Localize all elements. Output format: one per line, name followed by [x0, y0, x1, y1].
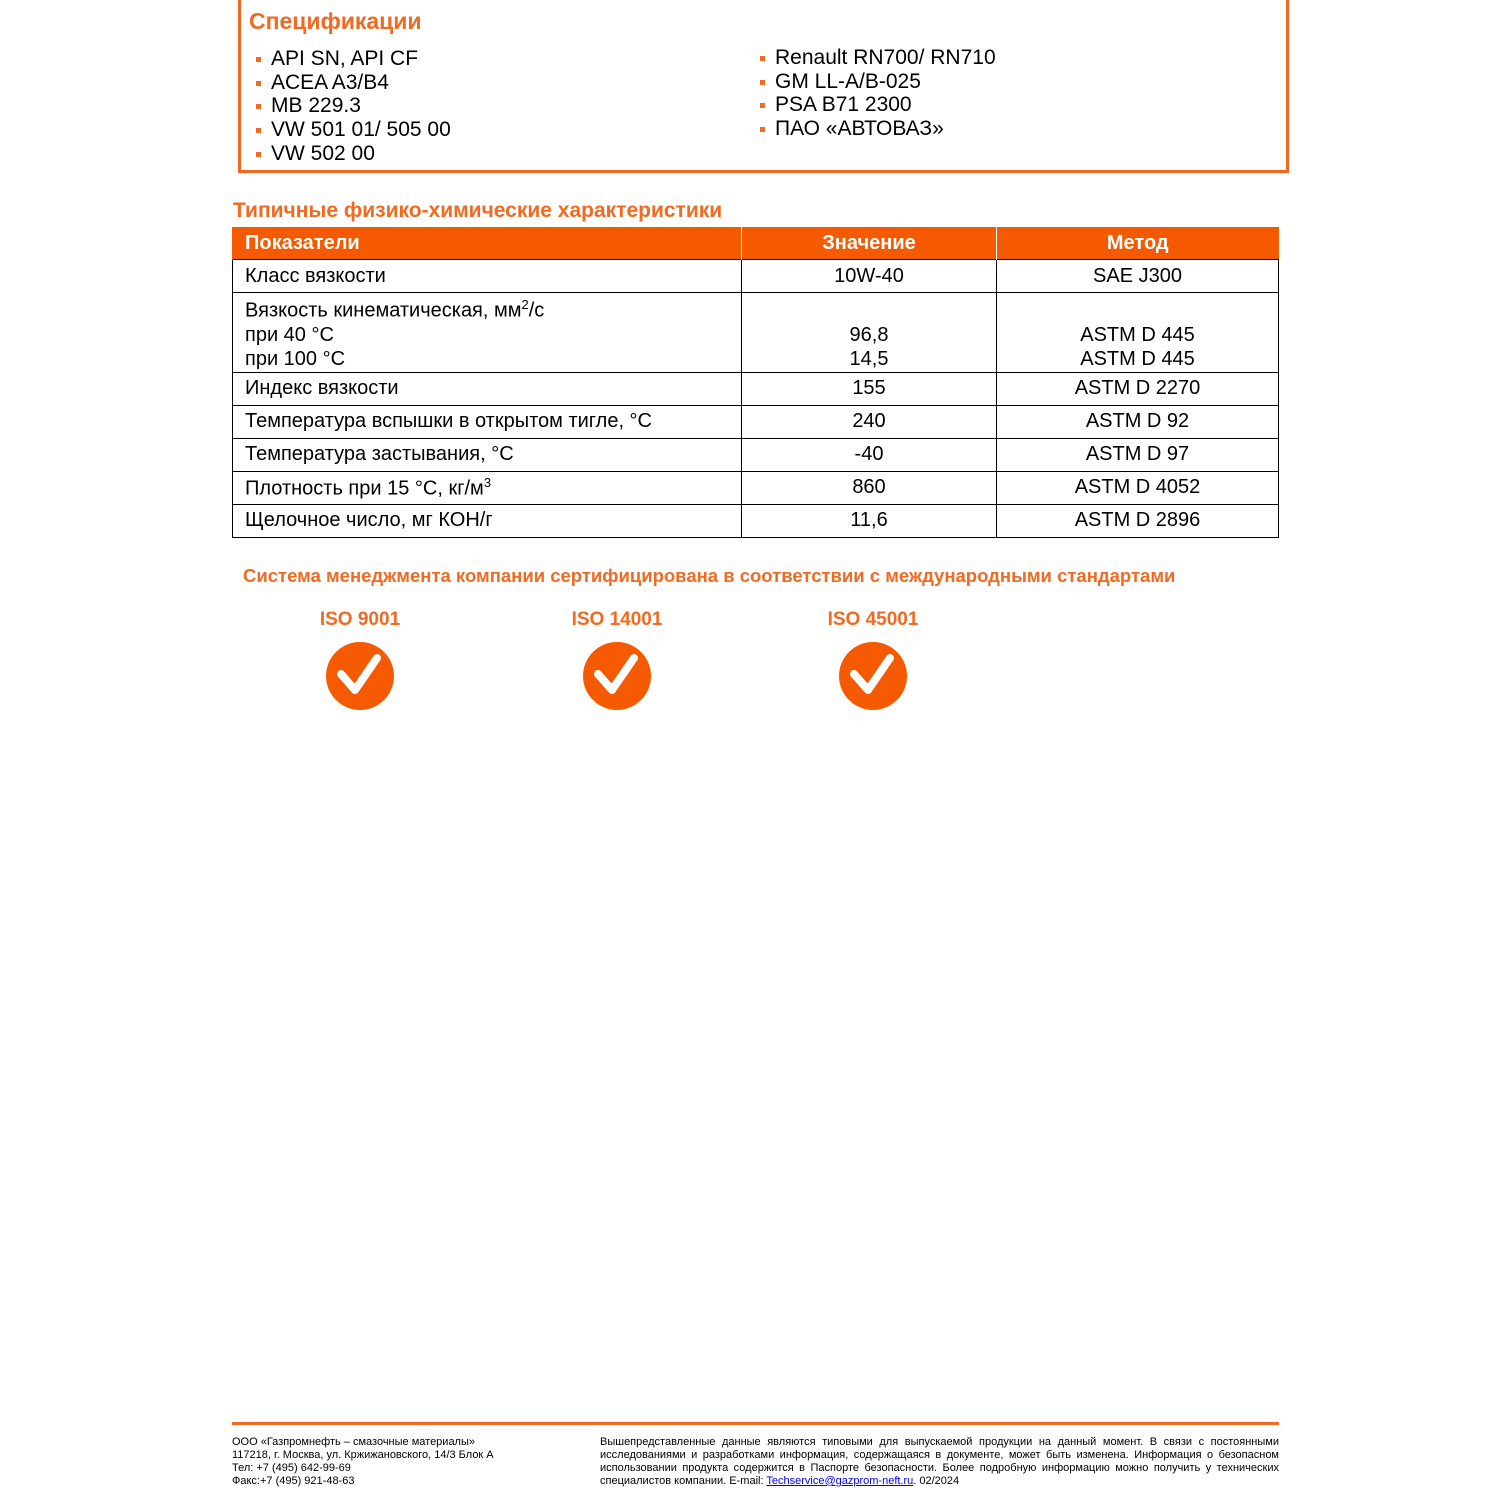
certification-title: Система менеджмента компании сертифицирована в соответствии с международными стандартами [243, 565, 1176, 586]
specifications-list-left [249, 47, 451, 166]
spec-item: MB 229.3 [249, 94, 451, 118]
row-parameter [233, 293, 742, 373]
spec-item: API SN, API CF [249, 47, 451, 71]
table-header-row [233, 227, 1279, 260]
table-row [233, 372, 1279, 405]
row-value: 10W-40 [742, 260, 997, 293]
table-row [233, 438, 1279, 471]
spec-item: PSA B71 2300 [753, 93, 996, 117]
footer-disclaimer [600, 1436, 1279, 1488]
row-method: ASTM D 4052 [997, 471, 1279, 504]
row-subparameter: при 100 °С [245, 347, 346, 370]
row-parameter-main: Вязкость кинематическая, мм [245, 299, 522, 322]
row-method: ASTM D 92 [997, 405, 1279, 438]
row-method-1: ASTM D 445 [1080, 323, 1195, 346]
properties-table [232, 227, 1279, 538]
row-method: ASTM D 2270 [997, 372, 1279, 405]
row-parameter-main: Плотность при 15 °С, кг/м [245, 477, 484, 500]
cert-iso-9001 [300, 609, 420, 711]
specifications-list-right [753, 46, 996, 141]
spec-item: Renault RN700/ RN710 [753, 46, 996, 70]
row-method: ASTM D 97 [997, 438, 1279, 471]
row-method-2: ASTM D 445 [1080, 347, 1195, 370]
footer-address: 117218, г. Москва, ул. Кржижановского, 14/3 Блок А [232, 1449, 494, 1461]
cert-label: ISO 9001 [319, 609, 401, 630]
spec-item: ПАО «АВТОВАЗ» [753, 117, 996, 141]
table-row [233, 504, 1279, 537]
footer-divider [232, 1422, 1279, 1425]
row-parameter: Класс вязкости [233, 260, 742, 293]
cert-label: ISO 45001 [827, 609, 919, 630]
table-row [233, 471, 1279, 504]
row-value-2: 14,5 [849, 347, 889, 370]
email-link[interactable]: Techservice@gazprom-neft.ru [766, 1475, 914, 1487]
header-value: Значение [742, 227, 997, 260]
cert-iso-45001 [813, 609, 933, 711]
table-row [233, 260, 1279, 293]
document-date: . 02/2024 [913, 1475, 960, 1487]
row-method: SAE J300 [997, 260, 1279, 293]
row-parameter-tail: /с [528, 299, 545, 322]
disclaimer-text: Вышепредставленные данные являются типовыми для выпускаемой продукции на данный момент. В связи с постоянными исследованиями и разработками информация, содержащаяся в документе, может быть изменена. Информация о безопасном использовании продукта содержится в Паспорте безопасности. Более подробную информацию можно получить у технических специалистов компании. E-mail: [600, 1436, 1279, 1487]
check-circle-icon [838, 641, 908, 711]
row-parameter: Щелочное число, мг КОН/г [233, 504, 742, 537]
row-parameter-sup: 3 [483, 474, 492, 490]
specifications-title: Спецификации [249, 8, 422, 34]
specifications-box [238, 0, 1289, 173]
row-parameter-sup: 2 [521, 297, 529, 312]
row-value: 11,6 [742, 504, 997, 537]
row-value [742, 293, 997, 373]
cert-iso-14001 [557, 609, 677, 711]
table-row [233, 405, 1279, 438]
row-value-1: 96,8 [849, 323, 889, 346]
header-method: Метод [997, 227, 1279, 260]
row-method: ASTM D 2896 [997, 504, 1279, 537]
properties-title: Типичные физико-химические характеристики [233, 199, 723, 222]
spec-item: ACEA A3/B4 [249, 71, 451, 95]
header-parameter: Показатели [233, 227, 742, 260]
table-row [233, 293, 1279, 373]
row-subparameter: при 40 °С [245, 323, 334, 346]
spec-item: GM LL-A/B-025 [753, 70, 996, 94]
row-value: 155 [742, 372, 997, 405]
row-parameter [233, 471, 742, 504]
check-circle-icon [325, 641, 395, 711]
footer-contacts [232, 1436, 494, 1488]
check-circle-icon [582, 641, 652, 711]
spec-item: VW 502 00 [249, 142, 451, 166]
footer-fax: Факс:+7 (495) 921-48-63 [232, 1475, 355, 1487]
footer-company: ООО «Газпромнефть – смазочные материалы» [232, 1436, 476, 1448]
row-value: 240 [742, 405, 997, 438]
row-method [997, 293, 1279, 373]
row-parameter: Индекс вязкости [233, 372, 742, 405]
row-parameter: Температура вспышки в открытом тигле, °С [233, 405, 742, 438]
spec-item: VW 501 01/ 505 00 [249, 118, 451, 142]
row-value: -40 [742, 438, 997, 471]
cert-label: ISO 14001 [571, 609, 663, 630]
row-value: 860 [742, 471, 997, 504]
row-parameter: Температура застывания, °С [233, 438, 742, 471]
footer-phone: Тел: +7 (495) 642-99-69 [232, 1462, 351, 1474]
